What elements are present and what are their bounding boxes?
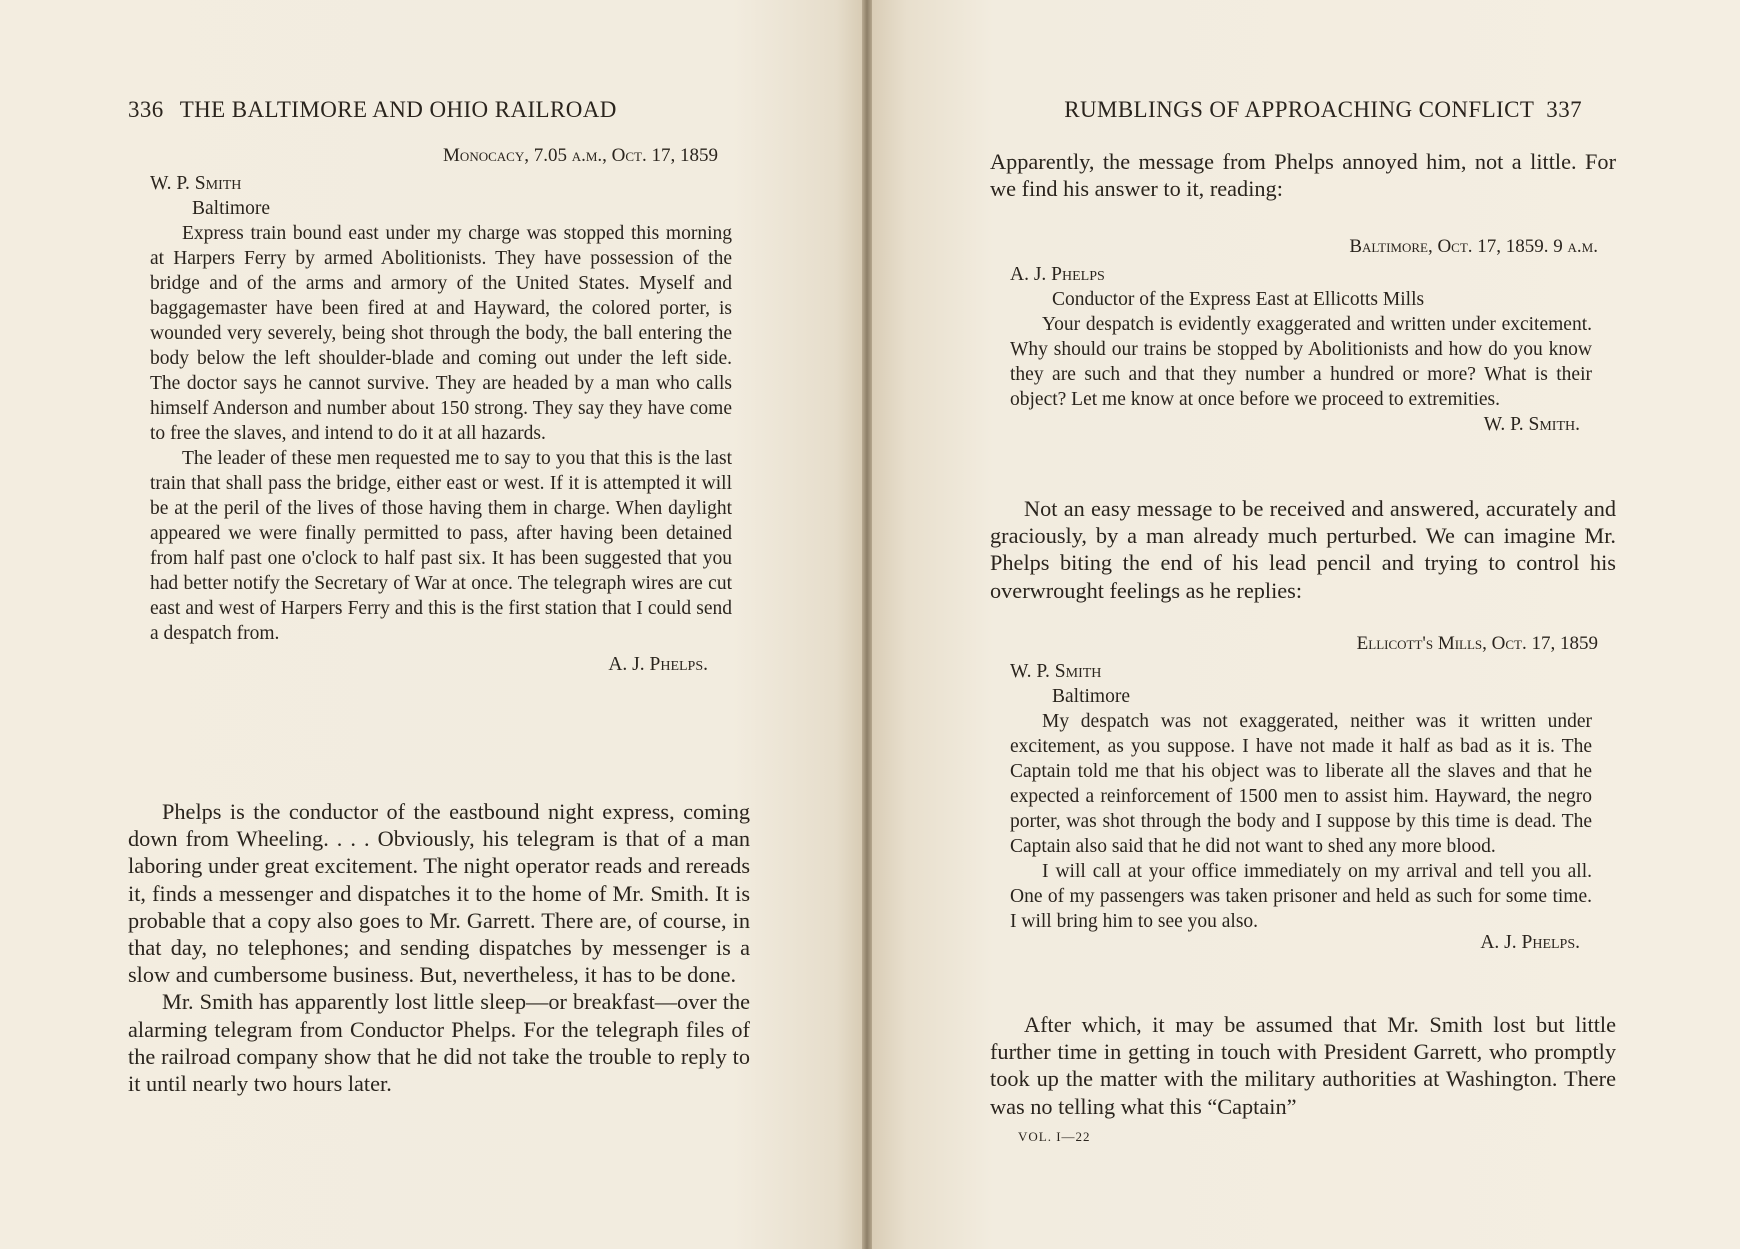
right-running-head [1064, 97, 1582, 123]
body-paragraph: Mr. Smith has apparently lost little sleep—or breakfast—over the alarming telegram from Conductor Phelps. For the telegraph files of the railroad company show that he did not take the trouble to reply to it until nearly two hours later. [128, 989, 750, 1097]
telegram-paragraph: I will call at your office immediately on my arrival and tell you all. One of my passengers was taken prisoner and held as such for some time. I will bring him to see you also. [1010, 861, 1592, 932]
telegram-paragraph: Express train bound east under my charge was stopped this morning at Harpers Ferry by armed Abolitionists. They have possession of the bridge and of the arms and armory of the United States. Myself and baggagemaster have been fired at and Hayward, the colored porter, is wounded very severely, being shot through the body, the ball entering the body below the left shoulder-blade and coming out under the left side. The doctor says he cannot survive. They are headed by a man who calls himself Anderson and number about 150 strong. They say they have come to free the slaves, and intend to do it at all hazards. [150, 223, 732, 444]
right-intro [990, 148, 1616, 202]
left-body-text [128, 798, 750, 1097]
right-page [872, 0, 1740, 1249]
telegram-addressee: W. P. Smith [1010, 661, 1102, 682]
telegram-dateline: Ellicott's Mills, Oct. 17, 1859 [1356, 633, 1598, 654]
telegram-dateline: Monocacy, 7.05 a.m., Oct. 17, 1859 [443, 145, 718, 166]
left-page-number: 336 [128, 97, 164, 122]
left-page [0, 0, 862, 1249]
body-paragraph: Phelps is the conductor of the eastbound night express, coming down from Wheeling. . . . Obviously, his telegram is that of a man laboring under great excitement. The night operator reads and rereads it, finds a messenger and dispatches it to the home of Mr. Smith. It is probable that a copy also goes to Mr. Garrett. There are, of course, in that day, no telephones; and sending dispatches by messenger is a slow and cumbersome business. But, nevertheless, it has to be done. [128, 799, 750, 988]
right-page-number: 337 [1546, 97, 1582, 122]
right-middle [990, 495, 1616, 604]
telegram-address-line: Conductor of the Express East at Ellicotts Mills [1052, 289, 1425, 310]
left-running-head [128, 97, 617, 123]
middle-paragraph: Not an easy message to be received and answered, accurately and graciously, by a man already much perturbed. We can imagine Mr. Phelps biting the end of his lead pencil and trying to control his overwrought feelings as he replies: [990, 496, 1616, 603]
telegram-address-line: Baltimore [192, 198, 270, 219]
telegram-paragraph: The leader of these men requested me to say to you that this is the last train that shall pass the bridge, either east or west. If it is attempted it will be at the peril of the lives of those having them in charge. When daylight appeared we were finally permitted to pass, after having been detained from half past one o'clock to half past six. It has been suggested that you had better notify the Secretary of War at once. The telegraph wires are cut east and west of Harpers Ferry and this is the first station that I could send a despatch from. [150, 448, 732, 644]
right-closing [990, 1011, 1616, 1120]
telegram-signature: W. P. Smith. [1483, 414, 1580, 435]
telegram-paragraph: Your despatch is evidently exaggerated and written under excitement. Why should our trains be stopped by Abolitionists and how do you know they are such and that they number a hundred or more? What is their object? Let me know at once before we proceed to extremities. [1010, 314, 1592, 410]
telegram-addressee: W. P. Smith [150, 173, 242, 194]
closing-paragraph: After which, it may be assumed that Mr. Smith lost but little further time in getting in touch with President Garrett, who promptly took up the matter with the military authorities at Washington. There was no telling what this “Captain” [990, 1012, 1616, 1119]
telegram-paragraph: My despatch was not exaggerated, neither was it written under excitement, as you suppose. I have not made it half as bad as it is. The Captain told me that his object was to liberate all the slaves and that he expected a reinforcement of 1500 men to assist him. Hayward, the negro porter, was shot through the body and I suppose by this time is dead. The Captain also said that he did not want to shed any more blood. [1010, 711, 1592, 857]
right-running-title: RUMBLINGS OF APPROACHING CONFLICT [1064, 97, 1535, 122]
phelps-reply-telegram [1010, 633, 1598, 954]
intro-paragraph: Apparently, the message from Phelps annoyed him, not a little. For we find his answer to it, reading: [990, 149, 1616, 202]
telegram-addressee: A. J. Phelps [1010, 264, 1105, 285]
telegram-dateline: Baltimore, Oct. 17, 1859. 9 a.m. [1349, 236, 1598, 257]
left-running-title: THE BALTIMORE AND OHIO RAILROAD [179, 97, 617, 122]
smith-telegram [1010, 236, 1598, 436]
volume-signature: VOL. I—22 [1018, 1129, 1091, 1144]
telegram-signature: A. J. Phelps. [1480, 932, 1580, 953]
telegram-signature: A. J. Phelps. [608, 654, 708, 675]
book-gutter [862, 0, 872, 1249]
phelps-telegram [150, 145, 732, 676]
telegram-address-line: Baltimore [1052, 686, 1130, 707]
